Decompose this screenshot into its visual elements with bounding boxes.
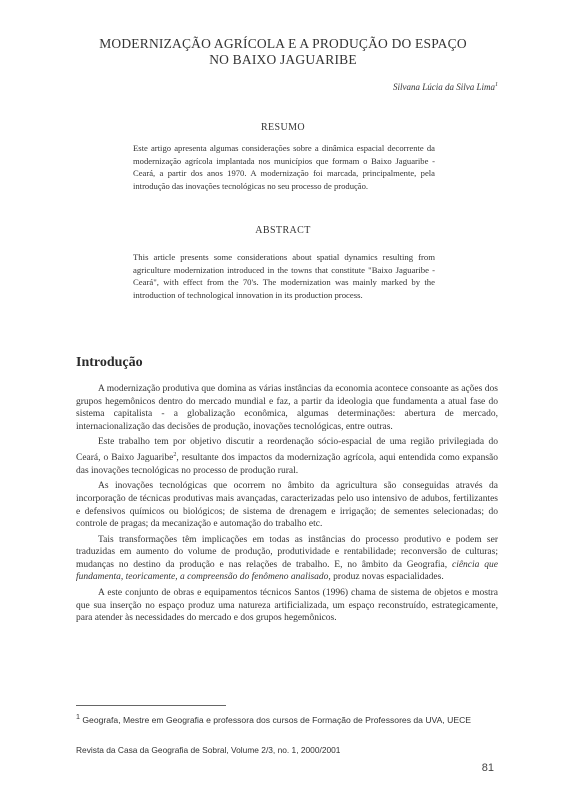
journal-citation: Revista da Casa da Geografia de Sobral, Volume 2/3, no. 1, 2000/2001 xyxy=(76,745,341,755)
footnote-text: Geografa, Mestre em Geografia e professora dos cursos de Formação de Professores da UVA, UECE xyxy=(82,714,472,725)
p2-footnote-mark: 2 xyxy=(173,451,177,458)
intro-paragraph-2 xyxy=(76,436,498,477)
title-line-1: MODERNIZAÇÃO AGRÍCOLA E A PRODUÇÃO DO ESPAÇO xyxy=(99,36,467,51)
footnote-body xyxy=(76,711,498,726)
author-footnote-mark: 1 xyxy=(495,82,498,88)
p4-text-a: Tais transformações têm implicações em todas as instâncias do processo produtivo e podem ser traduzidas em aumento do volume de produção, produtividade e rentabilidade; reconversão de culturas; mudanças no destino da produção e nas relações de trabalho. E, no âmbito da Geografia, xyxy=(76,534,498,570)
intro-paragraph-4 xyxy=(76,534,498,584)
article-title xyxy=(60,36,506,68)
abstract-text: This article presents some considerations about spatial dynamics resulting from agriculture modernization introduced in the towns that constitute "Baixo Jaguaribe - Ceará", with effect from the 70's. The modernization was mainly marked by the introduction of technological innovation in its production process. xyxy=(133,252,435,300)
title-line-2: NO BAIXO JAGUARIBE xyxy=(209,52,357,67)
footnote-mark: 1 xyxy=(76,713,80,721)
p4-italic-text: ciência que fundamenta, teoricamente, a compreensão do fenômeno analisado xyxy=(76,559,498,583)
abstract-heading: ABSTRACT xyxy=(255,225,311,236)
page-number: 81 xyxy=(481,762,494,774)
resumo-text: Este artigo apresenta algumas considerações sobre a dinâmica espacial decorrente da modernização agrícola implantada nos municípios que formam o Baixo Jaguaribe - Ceará, a partir dos anos 1970. A modernização foi marcada, principalmente, pela introdução das inovações tecnológicas no seu processo de produção. xyxy=(133,143,435,191)
p4-text-b: , produz novas espacialidades. xyxy=(328,572,444,583)
p2-text-b: , resultante dos impactos da modernização agrícola, aqui entendida como expansão das inovações tecnológicas no processo de produção rural. xyxy=(76,453,498,476)
footnote-divider xyxy=(76,705,226,706)
footnote xyxy=(76,711,498,726)
p2-text-a: Este trabalho tem por objetivo discutir a reordenação sócio-espacial de uma região privilegiada do Ceará, o Baixo Jaguaribe xyxy=(76,437,498,464)
author-text: Silvana Lúcia da Silva Lima xyxy=(393,82,495,92)
intro-paragraph-5: A este conjunto de obras e equipamentos técnicos Santos (1996) chama de sistema de objetos e mostra que sua inserção no espaço produz uma natureza artificializada, um espaço reconstruído, estrategicamente, para atender às necessidades do mercado e dos grupos hegemônicos. xyxy=(76,588,498,624)
resumo-heading: RESUMO xyxy=(260,122,306,133)
intro-body xyxy=(76,383,498,628)
author-name xyxy=(393,82,498,92)
intro-paragraph-3: As inovações tecnológicas que ocorrem no âmbito da agricultura são conseguidas através da incorporação de técnicas produtivas mais avançadas, caracterizadas pelo uso intensivo de adubos, fertilizantes e defensivos químicos ou biológicos; de sistema de drenagem e irrigação; de sementes selecionadas; do controle de pragas; da mecanização e automação do trabalho etc. xyxy=(76,481,498,530)
intro-heading: Introdução xyxy=(76,355,143,370)
intro-paragraph-1: A modernização produtiva que domina as várias instâncias da economia acontece consoante as ações dos grupos hegemônicos dentro do mercado mundial e faz, a partir da ideologia que fundamenta a atual fase do sistema capitalista - a globalização econômica, algumas determinações: abertura de mercado, internacionalização das decisões de produção, inovações tecnológicas, entre outras. xyxy=(76,384,498,432)
